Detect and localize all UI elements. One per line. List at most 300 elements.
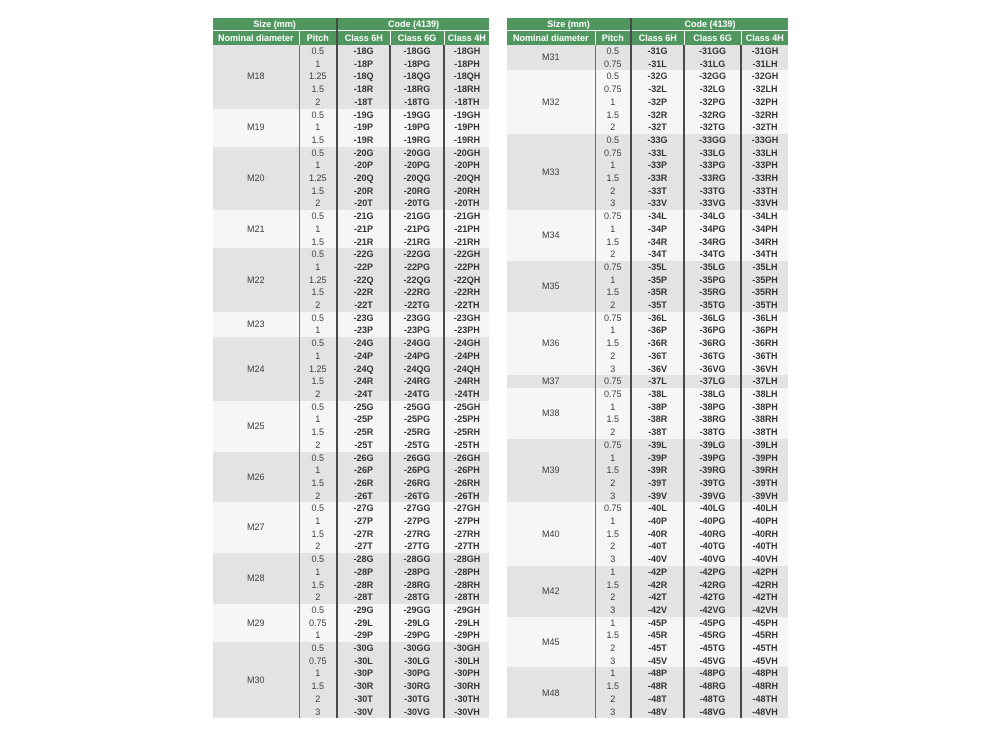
class-4h-code-cell: -30PH xyxy=(444,667,489,680)
class-4h-code-cell: -22RH xyxy=(444,286,489,299)
class-6h-code-cell: -24T xyxy=(337,388,390,401)
class-4h-code-cell: -30RH xyxy=(444,680,489,693)
table-header xyxy=(507,18,788,45)
class-6g-code-cell: -48PG xyxy=(684,667,741,680)
class-6h-code-cell: -27R xyxy=(337,528,390,541)
class-6h-code-cell: -25P xyxy=(337,413,390,426)
class-6h-code-cell: -24R xyxy=(337,375,390,388)
class-4h-code-cell: -39RH xyxy=(741,464,788,477)
table-row xyxy=(213,452,489,465)
pitch-cell: 0.75 xyxy=(299,655,337,668)
class-6g-code-cell: -40LG xyxy=(684,502,741,515)
nominal-diameter-cell: M45 xyxy=(507,617,595,668)
class-6g-code-cell: -36TG xyxy=(684,350,741,363)
pitch-cell: 1.5 xyxy=(595,464,631,477)
class-6h-code-cell: -38P xyxy=(631,401,684,414)
class-6g-code-cell: -18PG xyxy=(390,58,444,71)
class-6h-code-cell: -18R xyxy=(337,83,390,96)
pitch-cell: 2 xyxy=(299,96,337,109)
class-6g-code-cell: -36LG xyxy=(684,312,741,325)
class-6g-code-cell: -48TG xyxy=(684,693,741,706)
column-header-class-6h: Class 6H xyxy=(337,31,390,46)
nominal-diameter-cell: M19 xyxy=(213,109,299,147)
pitch-cell: 2 xyxy=(299,490,337,503)
class-4h-code-cell: -20GH xyxy=(444,147,489,160)
class-6g-code-cell: -39TG xyxy=(684,477,741,490)
nominal-diameter-cell: M34 xyxy=(507,210,595,261)
table-row xyxy=(213,337,489,350)
class-6h-code-cell: -39V xyxy=(631,490,684,503)
code-group-header: Code (4139) xyxy=(337,18,489,31)
class-6g-code-cell: -35RG xyxy=(684,286,741,299)
pitch-cell: 0.75 xyxy=(595,147,631,160)
class-4h-code-cell: -18PH xyxy=(444,58,489,71)
class-4h-code-cell: -42VH xyxy=(741,604,788,617)
class-6g-code-cell: -38LG xyxy=(684,388,741,401)
column-header-pitch: Pitch xyxy=(595,31,631,46)
class-6g-code-cell: -30GG xyxy=(390,642,444,655)
class-6g-code-cell: -45TG xyxy=(684,642,741,655)
class-6h-code-cell: -31L xyxy=(631,58,684,71)
class-6h-code-cell: -23G xyxy=(337,312,390,325)
class-6h-code-cell: -30R xyxy=(337,680,390,693)
pitch-cell: 2 xyxy=(299,540,337,553)
class-6h-code-cell: -18T xyxy=(337,96,390,109)
class-4h-code-cell: -21RH xyxy=(444,236,489,249)
pitch-cell: 1 xyxy=(595,617,631,630)
class-4h-code-cell: -26PH xyxy=(444,464,489,477)
class-4h-code-cell: -36VH xyxy=(741,363,788,376)
pitch-cell: 1.5 xyxy=(595,172,631,185)
pitch-cell: 1 xyxy=(595,401,631,414)
class-4h-code-cell: -48VH xyxy=(741,706,788,719)
pitch-cell: 0.5 xyxy=(595,70,631,83)
pitch-cell: 0.75 xyxy=(595,388,631,401)
class-4h-code-cell: -24RH xyxy=(444,375,489,388)
class-4h-code-cell: -36RH xyxy=(741,337,788,350)
class-4h-code-cell: -25RH xyxy=(444,426,489,439)
pitch-cell: 2 xyxy=(299,197,337,210)
class-6h-code-cell: -32L xyxy=(631,83,684,96)
class-4h-code-cell: -30VH xyxy=(444,706,489,719)
pitch-cell: 0.5 xyxy=(299,210,337,223)
class-6h-code-cell: -28R xyxy=(337,579,390,592)
class-6h-code-cell: -20G xyxy=(337,147,390,160)
pitch-cell: 0.5 xyxy=(299,553,337,566)
class-6g-code-cell: -33LG xyxy=(684,147,741,160)
nominal-diameter-cell: M25 xyxy=(213,401,299,452)
class-6h-code-cell: -36R xyxy=(631,337,684,350)
class-6h-code-cell: -45V xyxy=(631,655,684,668)
class-6h-code-cell: -39L xyxy=(631,439,684,452)
class-6h-code-cell: -36V xyxy=(631,363,684,376)
class-6g-code-cell: -21GG xyxy=(390,210,444,223)
pitch-cell: 2 xyxy=(299,439,337,452)
pitch-cell: 2 xyxy=(595,185,631,198)
pitch-cell: 1 xyxy=(595,667,631,680)
pitch-cell: 2 xyxy=(595,350,631,363)
class-4h-code-cell: -18RH xyxy=(444,83,489,96)
class-4h-code-cell: -27TH xyxy=(444,540,489,553)
class-4h-code-cell: -20QH xyxy=(444,172,489,185)
class-4h-code-cell: -25PH xyxy=(444,413,489,426)
class-6g-code-cell: -36VG xyxy=(684,363,741,376)
class-6h-code-cell: -22G xyxy=(337,248,390,261)
class-6h-code-cell: -33L xyxy=(631,147,684,160)
class-6g-code-cell: -23PG xyxy=(390,324,444,337)
class-6h-code-cell: -40V xyxy=(631,553,684,566)
class-6h-code-cell: -27P xyxy=(337,515,390,528)
class-4h-code-cell: -34LH xyxy=(741,210,788,223)
pitch-cell: 1.5 xyxy=(299,528,337,541)
pitch-cell: 1.25 xyxy=(299,172,337,185)
class-4h-code-cell: -34PH xyxy=(741,223,788,236)
class-4h-code-cell: -45RH xyxy=(741,629,788,642)
class-6h-code-cell: -19P xyxy=(337,121,390,134)
class-6h-code-cell: -39R xyxy=(631,464,684,477)
class-6h-code-cell: -25T xyxy=(337,439,390,452)
pitch-cell: 1 xyxy=(299,464,337,477)
class-4h-code-cell: -45PH xyxy=(741,617,788,630)
table-row xyxy=(507,388,788,401)
nominal-diameter-cell: M27 xyxy=(213,502,299,553)
class-6g-code-cell: -20GG xyxy=(390,147,444,160)
class-4h-code-cell: -39TH xyxy=(741,477,788,490)
pitch-cell: 1.5 xyxy=(299,134,337,147)
class-6g-code-cell: -39LG xyxy=(684,439,741,452)
table-row xyxy=(213,604,489,617)
class-6g-code-cell: -22GG xyxy=(390,248,444,261)
table-row xyxy=(213,109,489,122)
class-4h-code-cell: -39PH xyxy=(741,452,788,465)
class-6g-code-cell: -45VG xyxy=(684,655,741,668)
pitch-cell: 2 xyxy=(595,540,631,553)
class-6h-code-cell: -36L xyxy=(631,312,684,325)
pitch-cell: 2 xyxy=(595,591,631,604)
pitch-cell: 2 xyxy=(595,299,631,312)
class-4h-code-cell: -20PH xyxy=(444,159,489,172)
size-group-header: Size (mm) xyxy=(213,18,337,31)
class-6h-code-cell: -20T xyxy=(337,197,390,210)
class-6g-code-cell: -22QG xyxy=(390,274,444,287)
class-6h-code-cell: -29L xyxy=(337,617,390,630)
class-6g-code-cell: -27RG xyxy=(390,528,444,541)
class-4h-code-cell: -30GH xyxy=(444,642,489,655)
class-6g-code-cell: -29PG xyxy=(390,629,444,642)
class-6g-code-cell: -30TG xyxy=(390,693,444,706)
class-6g-code-cell: -36PG xyxy=(684,324,741,337)
class-6h-code-cell: -34L xyxy=(631,210,684,223)
class-4h-code-cell: -34TH xyxy=(741,248,788,261)
class-6g-code-cell: -31LG xyxy=(684,58,741,71)
pitch-cell: 1 xyxy=(299,413,337,426)
pitch-cell: 1.5 xyxy=(299,680,337,693)
class-4h-code-cell: -45VH xyxy=(741,655,788,668)
class-6g-code-cell: -21RG xyxy=(390,236,444,249)
class-6g-code-cell: -28TG xyxy=(390,591,444,604)
pitch-cell: 1.5 xyxy=(595,579,631,592)
table-row xyxy=(213,312,489,325)
pitch-cell: 1 xyxy=(595,274,631,287)
class-6h-code-cell: -30L xyxy=(337,655,390,668)
class-4h-code-cell: -31LH xyxy=(741,58,788,71)
class-4h-code-cell: -30TH xyxy=(444,693,489,706)
pitch-cell: 0.5 xyxy=(299,45,337,58)
class-4h-code-cell: -31GH xyxy=(741,45,788,58)
class-4h-code-cell: -27PH xyxy=(444,515,489,528)
class-6g-code-cell: -40VG xyxy=(684,553,741,566)
pitch-cell: 1 xyxy=(299,261,337,274)
class-6g-code-cell: -25TG xyxy=(390,439,444,452)
class-4h-code-cell: -33RH xyxy=(741,172,788,185)
pitch-cell: 1.25 xyxy=(299,274,337,287)
pitch-cell: 0.5 xyxy=(299,452,337,465)
class-4h-code-cell: -26GH xyxy=(444,452,489,465)
pitch-cell: 1 xyxy=(595,452,631,465)
class-4h-code-cell: -28GH xyxy=(444,553,489,566)
pitch-cell: 2 xyxy=(299,591,337,604)
class-6g-code-cell: -30RG xyxy=(390,680,444,693)
class-6h-code-cell: -32T xyxy=(631,121,684,134)
nominal-diameter-cell: M20 xyxy=(213,147,299,211)
class-6h-code-cell: -33V xyxy=(631,197,684,210)
pitch-cell: 1.5 xyxy=(595,680,631,693)
pitch-cell: 1 xyxy=(299,58,337,71)
class-6g-code-cell: -34TG xyxy=(684,248,741,261)
nominal-diameter-cell: M38 xyxy=(507,388,595,439)
class-4h-code-cell: -36TH xyxy=(741,350,788,363)
nominal-diameter-cell: M33 xyxy=(507,134,595,210)
table-row xyxy=(507,45,788,58)
class-6h-code-cell: -40P xyxy=(631,515,684,528)
nominal-diameter-cell: M48 xyxy=(507,667,595,718)
class-4h-code-cell: -38PH xyxy=(741,401,788,414)
class-4h-code-cell: -48PH xyxy=(741,667,788,680)
nominal-diameter-cell: M23 xyxy=(213,312,299,337)
nominal-diameter-cell: M37 xyxy=(507,375,595,388)
class-6h-code-cell: -24G xyxy=(337,337,390,350)
class-6g-code-cell: -27PG xyxy=(390,515,444,528)
class-4h-code-cell: -32PH xyxy=(741,96,788,109)
class-6g-code-cell: -25GG xyxy=(390,401,444,414)
class-6h-code-cell: -30V xyxy=(337,706,390,719)
table-row xyxy=(213,45,489,58)
pitch-cell: 1.5 xyxy=(595,629,631,642)
class-6g-code-cell: -28PG xyxy=(390,566,444,579)
pitch-cell: 1.5 xyxy=(595,528,631,541)
code-table xyxy=(507,18,788,718)
class-6g-code-cell: -45RG xyxy=(684,629,741,642)
table-header xyxy=(213,18,489,45)
pitch-cell: 0.5 xyxy=(299,248,337,261)
class-6g-code-cell: -38RG xyxy=(684,413,741,426)
class-6h-code-cell: -32P xyxy=(631,96,684,109)
column-header-class-4h: Class 4H xyxy=(741,31,788,46)
column-header-nominal-diameter: Nominal diameter xyxy=(213,31,299,46)
class-4h-code-cell: -18QH xyxy=(444,70,489,83)
class-4h-code-cell: -28PH xyxy=(444,566,489,579)
class-6h-code-cell: -33R xyxy=(631,172,684,185)
size-group-header: Size (mm) xyxy=(507,18,631,31)
class-6h-code-cell: -32R xyxy=(631,109,684,122)
class-4h-code-cell: -40RH xyxy=(741,528,788,541)
pitch-cell: 3 xyxy=(595,363,631,376)
class-4h-code-cell: -29GH xyxy=(444,604,489,617)
class-6g-code-cell: -19RG xyxy=(390,134,444,147)
class-6h-code-cell: -20R xyxy=(337,185,390,198)
class-6h-code-cell: -26P xyxy=(337,464,390,477)
class-6h-code-cell: -42V xyxy=(631,604,684,617)
nominal-diameter-cell: M31 xyxy=(507,45,595,70)
table-row xyxy=(507,667,788,680)
class-6h-code-cell: -48T xyxy=(631,693,684,706)
class-6g-code-cell: -30PG xyxy=(390,667,444,680)
class-4h-code-cell: -24TH xyxy=(444,388,489,401)
class-6h-code-cell: -45R xyxy=(631,629,684,642)
column-header-nominal-diameter: Nominal diameter xyxy=(507,31,595,46)
table-row xyxy=(507,261,788,274)
class-4h-code-cell: -29PH xyxy=(444,629,489,642)
class-6g-code-cell: -27GG xyxy=(390,502,444,515)
class-6h-code-cell: -42P xyxy=(631,566,684,579)
class-6h-code-cell: -45T xyxy=(631,642,684,655)
table-row xyxy=(213,401,489,414)
class-6h-code-cell: -35T xyxy=(631,299,684,312)
class-6g-code-cell: -39RG xyxy=(684,464,741,477)
pitch-cell: 3 xyxy=(299,706,337,719)
pitch-cell: 0.75 xyxy=(595,502,631,515)
class-6h-code-cell: -26R xyxy=(337,477,390,490)
class-6h-code-cell: -31G xyxy=(631,45,684,58)
class-6h-code-cell: -38R xyxy=(631,413,684,426)
class-6g-code-cell: -40PG xyxy=(684,515,741,528)
pitch-cell: 2 xyxy=(595,426,631,439)
pitch-cell: 2 xyxy=(595,642,631,655)
class-6g-code-cell: -34PG xyxy=(684,223,741,236)
class-6h-code-cell: -39T xyxy=(631,477,684,490)
class-6h-code-cell: -35L xyxy=(631,261,684,274)
class-6g-code-cell: -22RG xyxy=(390,286,444,299)
class-4h-code-cell: -24PH xyxy=(444,350,489,363)
class-4h-code-cell: -27RH xyxy=(444,528,489,541)
pitch-cell: 2 xyxy=(595,693,631,706)
pitch-cell: 1.5 xyxy=(595,109,631,122)
class-6g-code-cell: -30LG xyxy=(390,655,444,668)
class-6h-code-cell: -48V xyxy=(631,706,684,719)
class-6h-code-cell: -28P xyxy=(337,566,390,579)
pitch-cell: 0.5 xyxy=(299,312,337,325)
class-4h-code-cell: -19GH xyxy=(444,109,489,122)
pitch-cell: 1 xyxy=(595,159,631,172)
class-6g-code-cell: -25RG xyxy=(390,426,444,439)
class-6g-code-cell: -33VG xyxy=(684,197,741,210)
class-4h-code-cell: -33LH xyxy=(741,147,788,160)
table-row xyxy=(507,134,788,147)
class-4h-code-cell: -20TH xyxy=(444,197,489,210)
pitch-cell: 2 xyxy=(595,477,631,490)
class-6h-code-cell: -38T xyxy=(631,426,684,439)
column-header-pitch: Pitch xyxy=(299,31,337,46)
class-6g-code-cell: -20TG xyxy=(390,197,444,210)
class-4h-code-cell: -19RH xyxy=(444,134,489,147)
class-6g-code-cell: -36RG xyxy=(684,337,741,350)
class-4h-code-cell: -48RH xyxy=(741,680,788,693)
class-4h-code-cell: -25GH xyxy=(444,401,489,414)
class-4h-code-cell: -32TH xyxy=(741,121,788,134)
class-4h-code-cell: -22PH xyxy=(444,261,489,274)
class-4h-code-cell: -40TH xyxy=(741,540,788,553)
pitch-cell: 1.5 xyxy=(299,185,337,198)
class-4h-code-cell: -28RH xyxy=(444,579,489,592)
pitch-cell: 1 xyxy=(299,667,337,680)
class-6g-code-cell: -34LG xyxy=(684,210,741,223)
class-4h-code-cell: -23GH xyxy=(444,312,489,325)
pitch-cell: 1 xyxy=(595,96,631,109)
class-6h-code-cell: -24P xyxy=(337,350,390,363)
class-6h-code-cell: -30T xyxy=(337,693,390,706)
nominal-diameter-cell: M40 xyxy=(507,502,595,566)
class-4h-code-cell: -20RH xyxy=(444,185,489,198)
class-6h-code-cell: -28T xyxy=(337,591,390,604)
pitch-cell: 0.5 xyxy=(595,45,631,58)
class-4h-code-cell: -32LH xyxy=(741,83,788,96)
nominal-diameter-cell: M42 xyxy=(507,566,595,617)
class-6h-code-cell: -20P xyxy=(337,159,390,172)
class-4h-code-cell: -32RH xyxy=(741,109,788,122)
class-6h-code-cell: -21G xyxy=(337,210,390,223)
class-6h-code-cell: -33G xyxy=(631,134,684,147)
pitch-cell: 3 xyxy=(595,490,631,503)
nominal-diameter-cell: M39 xyxy=(507,439,595,503)
class-6h-code-cell: -42T xyxy=(631,591,684,604)
class-6h-code-cell: -45P xyxy=(631,617,684,630)
class-6g-code-cell: -18GG xyxy=(390,45,444,58)
class-4h-code-cell: -37LH xyxy=(741,375,788,388)
pitch-cell: 1 xyxy=(299,566,337,579)
table-row xyxy=(507,210,788,223)
pitch-cell: 1.5 xyxy=(299,83,337,96)
class-6g-code-cell: -26TG xyxy=(390,490,444,503)
class-6h-code-cell: -21P xyxy=(337,223,390,236)
class-6h-code-cell: -48P xyxy=(631,667,684,680)
class-6g-code-cell: -33PG xyxy=(684,159,741,172)
nominal-diameter-cell: M30 xyxy=(213,642,299,718)
class-6h-code-cell: -40L xyxy=(631,502,684,515)
class-6h-code-cell: -22P xyxy=(337,261,390,274)
class-6g-code-cell: -23GG xyxy=(390,312,444,325)
pitch-cell: 0.5 xyxy=(299,147,337,160)
class-4h-code-cell: -45TH xyxy=(741,642,788,655)
nominal-diameter-cell: M36 xyxy=(507,312,595,376)
class-6h-code-cell: -30G xyxy=(337,642,390,655)
nominal-diameter-cell: M29 xyxy=(213,604,299,642)
class-4h-code-cell: -38TH xyxy=(741,426,788,439)
class-4h-code-cell: -40PH xyxy=(741,515,788,528)
class-6h-code-cell: -40T xyxy=(631,540,684,553)
pitch-cell: 0.75 xyxy=(595,210,631,223)
class-6g-code-cell: -32PG xyxy=(684,96,741,109)
class-4h-code-cell: -28TH xyxy=(444,591,489,604)
class-6g-code-cell: -38PG xyxy=(684,401,741,414)
pitch-cell: 0.75 xyxy=(595,58,631,71)
pitch-cell: 0.5 xyxy=(595,134,631,147)
table-row xyxy=(213,210,489,223)
class-6g-code-cell: -37LG xyxy=(684,375,741,388)
class-6h-code-cell: -32G xyxy=(631,70,684,83)
class-6h-code-cell: -42R xyxy=(631,579,684,592)
class-4h-code-cell: -19PH xyxy=(444,121,489,134)
class-6h-code-cell: -27G xyxy=(337,502,390,515)
